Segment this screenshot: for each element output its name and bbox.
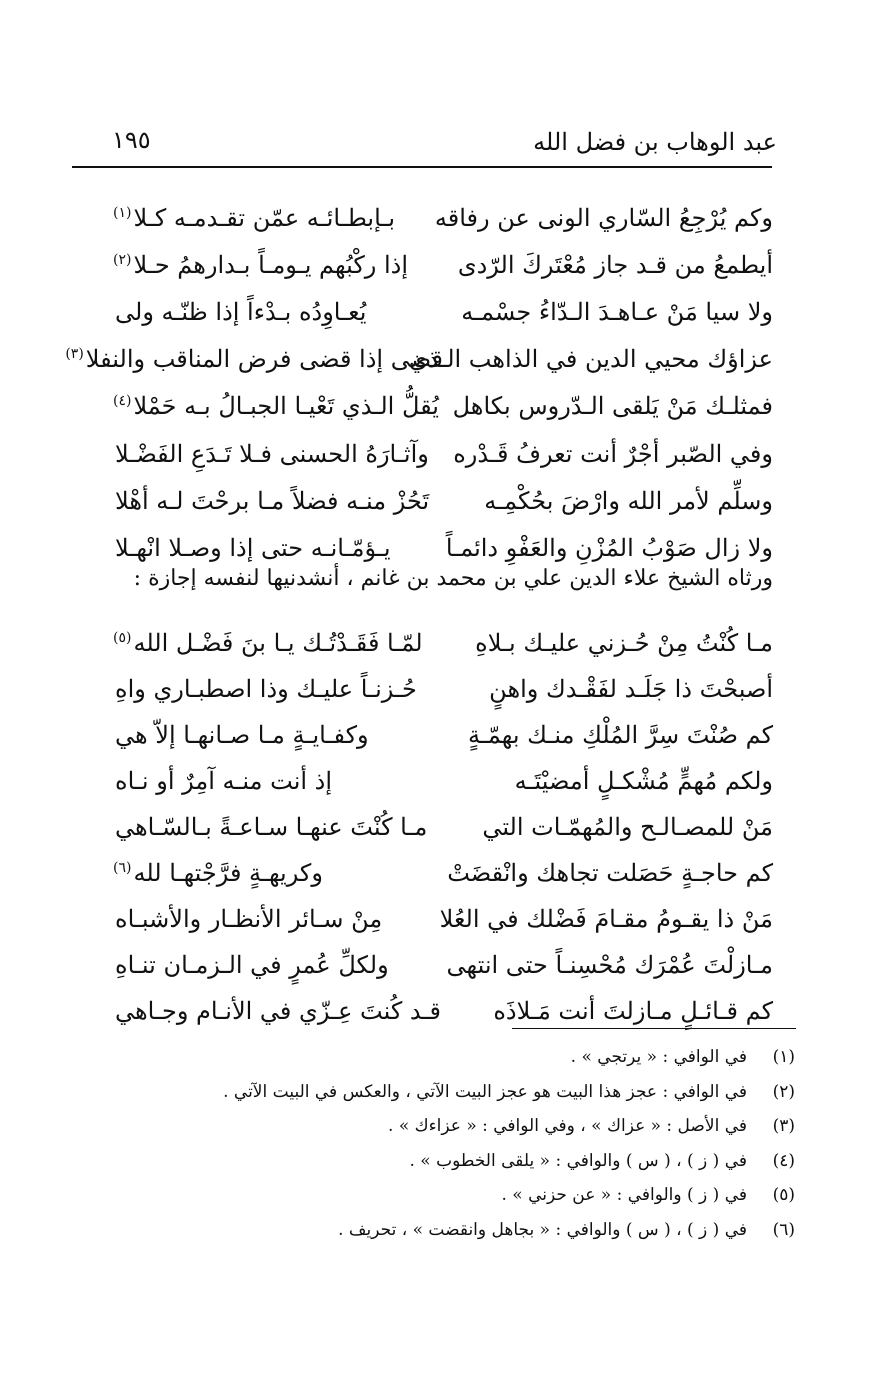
- page-number: ١٩٥: [112, 126, 151, 154]
- hemistich-text: إذا ركْبُهم يـومـاً بـدارهمُ حـلا: [133, 250, 408, 279]
- verse-first-hemistich: أصبحْتَ ذا جَلَـد لفَقْـدك واهنٍ: [489, 675, 773, 703]
- verse-second-hemistich: [113, 999, 443, 1023]
- verse: [113, 430, 773, 477]
- hemistich-text: ولكلِّ عُمرٍ في الـزمـان تنـاهِ: [115, 951, 389, 979]
- verse-first-hemistich: وسلِّم لأمر الله وارْضَ بحُكْمِـه: [484, 486, 773, 515]
- footnote-marker: (٦): [113, 860, 132, 876]
- footnotes: [155, 1040, 795, 1247]
- verse: [113, 241, 773, 288]
- elegy-introduction: ورثاه الشيخ علاء الدين علي بن محمد بن غانم ، أنشدنيها لنفسه إجازة :: [133, 566, 773, 591]
- verse-first-hemistich: أيطمعُ من قـد جاز مُعْتَركَ الرّدى: [457, 250, 773, 279]
- footnote-marker: (٤): [113, 393, 132, 410]
- verse: [113, 288, 773, 335]
- header-rule: [72, 166, 772, 168]
- footnote: [155, 1040, 795, 1075]
- footnote-marker: (٢): [113, 251, 132, 268]
- footnote-marker: (٥): [113, 630, 132, 646]
- footnote: [155, 1213, 795, 1248]
- hemistich-text: يـؤمّـانـه حتى إذا وصـلا انْهـلا: [115, 533, 391, 562]
- footnote-number: (٤): [772, 1150, 795, 1171]
- footnote-number: (٣): [772, 1116, 795, 1137]
- running-title: عبد الوهاب بن فضل الله: [533, 128, 777, 156]
- verse-first-hemistich: مـا كُنْتُ مِنْ حُـزني عليـك بـلاهِ: [475, 629, 773, 657]
- footnote-text: في الوافي : « يرتجي » .: [570, 1047, 747, 1068]
- verse-first-hemistich: ولا زال صَوْبُ المُزْنِ والعَفْوِ دائمـاً: [445, 533, 773, 562]
- verse: [65, 336, 773, 383]
- footnote: [155, 1144, 795, 1179]
- verse-first-hemistich: ولا سيا مَنْ عـاهـدَ الـدّاءُ جسْمـه: [461, 297, 773, 326]
- poem-second: [113, 620, 773, 1034]
- hemistich-text: حُـزنـاً عليـك وذا اصطبـاري واهِ: [115, 675, 417, 703]
- verse: [113, 477, 773, 524]
- verse-first-hemistich: كم حاجـةٍ حَصَلت تجاهك وانْقضَتْ: [447, 859, 773, 887]
- verse-second-hemistich: [113, 439, 443, 468]
- hemistich-text: قضى إذا قضى فرض المناقب والنفلا: [85, 345, 443, 374]
- verse-second-hemistich: [65, 345, 443, 374]
- verse-second-hemistich: [113, 533, 443, 562]
- footnote-number: (٢): [772, 1081, 795, 1102]
- verse-first-hemistich: فمثلـك مَنْ يَلقى الـدّروس بكاهل: [452, 392, 773, 421]
- verse-second-hemistich: [113, 907, 443, 931]
- verse-second-hemistich: [113, 815, 443, 839]
- footnote-text: في الأصل : « عزاك » ، وفي الوافي : « عزاءك » .: [388, 1116, 747, 1137]
- verse: [113, 896, 773, 942]
- footnote: [155, 1178, 795, 1213]
- verse: [113, 850, 773, 896]
- footnote-number: (٦): [772, 1219, 795, 1240]
- verse-second-hemistich: [113, 297, 443, 326]
- verse-second-hemistich: [113, 953, 443, 977]
- verse-first-hemistich: مَنْ للمصـالـح والمُهمّـات التي: [482, 813, 773, 841]
- verse-second-hemistich: [113, 203, 443, 232]
- verse: [113, 666, 773, 712]
- verse-first-hemistich: وكم يُرْجِعُ السّاري الونى عن رفاقه: [434, 203, 773, 232]
- verse-second-hemistich: [113, 631, 443, 655]
- verse: [113, 194, 773, 241]
- verse-first-hemistich: كم صُنْتَ سِرَّ المُلْكِ منـك بهمّـةٍ: [468, 721, 773, 749]
- verse: [113, 942, 773, 988]
- verse-first-hemistich: عزاؤك محيي الدين في الذاهب الـذي: [408, 345, 773, 374]
- verse-second-hemistich: [113, 861, 443, 885]
- verse: [113, 712, 773, 758]
- verse-first-hemistich: مـازلْتَ عُمْرَك مُحْسِنـاً حتى انتهى: [446, 951, 773, 979]
- hemistich-text: لمّـا فَقَـدْتُـك يـا بنَ فَضْـل الله: [133, 629, 423, 657]
- verse-first-hemistich: ولكم مُهمٍّ مُشْكـلٍ أمضيْتَـه: [514, 767, 773, 795]
- verse-second-hemistich: [113, 677, 443, 701]
- hemistich-text: قـد كُنتَ عِـزّي في الأنـام وجـاهي: [115, 997, 442, 1025]
- footnote: [155, 1109, 795, 1144]
- verse-second-hemistich: [113, 769, 443, 793]
- hemistich-text: مـا كُنْتَ عنهـا سـاعـةً بـالسّـاهي: [115, 813, 428, 841]
- poem-first: [65, 194, 773, 572]
- verse-first-hemistich: مَنْ ذا يقـومُ مقـامَ فَضْلك في العُلا: [439, 905, 773, 933]
- verse-second-hemistich: [113, 392, 443, 421]
- hemistich-text: وآثـارَهُ الحسنى فـلا تَـدَعِ الفَضْـلا: [115, 439, 429, 468]
- hemistich-text: وكفـايـةٍ مـا صـانهـا إلاّ هي: [115, 721, 369, 749]
- hemistich-text: يُعـاوِدُه بـدْءاً إذا ظنّـه ولى: [115, 297, 367, 326]
- footnote-text: في ( ز ) ، ( س ) والوافي : « بجاهل وانقضت » ، تحريف .: [338, 1219, 747, 1240]
- verse-second-hemistich: [113, 723, 443, 747]
- hemistich-text: وكريهـةٍ فرَّجْتهـا لله: [133, 859, 323, 887]
- verse: [113, 383, 773, 430]
- footnote-text: في ( ز ) ، ( س ) والوافي : « يلقى الخطوب » .: [409, 1150, 747, 1171]
- footnote-number: (١): [772, 1047, 795, 1068]
- hemistich-text: تَحُزْ منـه فضلاً مـا برحْتَ لـه أهْلا: [115, 486, 430, 515]
- footnote-marker: (١): [113, 204, 132, 221]
- verse: [113, 524, 773, 571]
- verse: [113, 620, 773, 666]
- verse-second-hemistich: [113, 250, 443, 279]
- verse: [113, 758, 773, 804]
- verse-first-hemistich: وفي الصّبر أجْرٌ أنت تعرفُ قَـدْره: [453, 439, 773, 468]
- hemistich-text: إذ أنت منـه آمِرٌ أو نـاه: [115, 767, 333, 795]
- footnote-marker: (٣): [65, 346, 84, 363]
- hemistich-text: بـإبطـائـه عمّن تقـدمـه كـلا: [133, 203, 396, 232]
- hemistich-text: مِنْ سـائر الأنظـار والأشبـاه: [115, 905, 383, 933]
- verse-second-hemistich: [113, 486, 443, 515]
- footnote-separator: [512, 1028, 796, 1029]
- footnote: [155, 1075, 795, 1110]
- verse: [113, 804, 773, 850]
- hemistich-text: يُقلُّ الـذي تَعْيـا الجبـالُ بـه حَمْلا: [133, 392, 439, 421]
- verse-first-hemistich: كم قـائـلٍ مـازلتَ أنت مَـلاذَه: [493, 997, 773, 1025]
- footnote-text: في الوافي : عجز هذا البيت هو عجز البيت الآتي ، والعكس في البيت الآتي .: [223, 1081, 747, 1102]
- footnote-text: في ( ز ) والوافي : « عن حزني » .: [501, 1185, 747, 1206]
- footnote-number: (٥): [772, 1185, 795, 1206]
